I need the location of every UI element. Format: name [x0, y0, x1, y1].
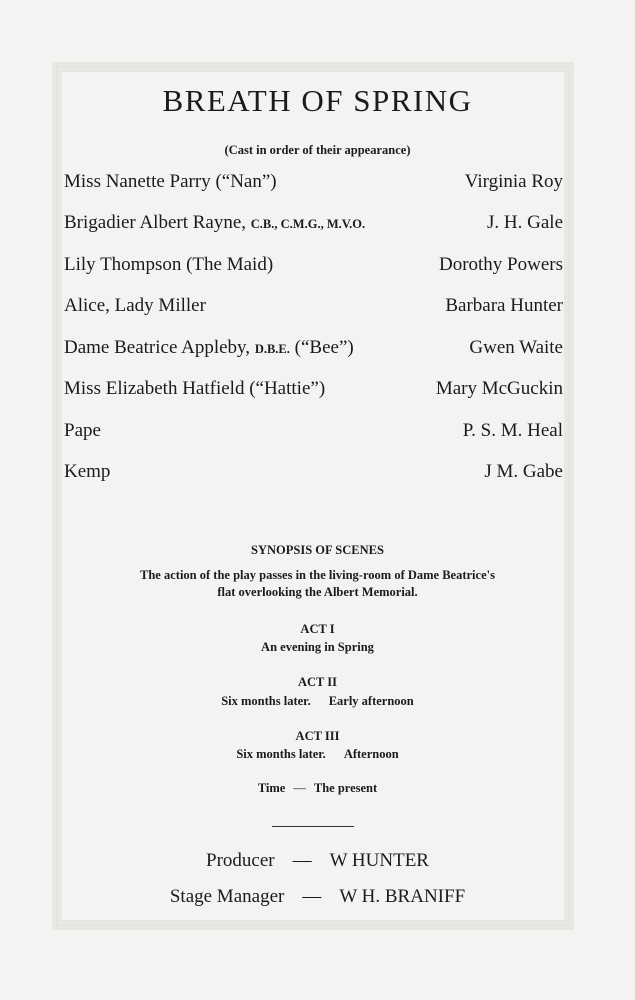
- cast-row: [64, 210, 563, 236]
- cast-actor: J M. Gabe: [484, 461, 563, 482]
- synopsis-heading: SYNOPSIS OF SCENES: [251, 543, 384, 557]
- synopsis-line: The action of the play passes in the living-room of Dame Beatrice's: [140, 568, 495, 582]
- cast-actor: Gwen Waite: [469, 337, 563, 358]
- play-title: BREATH OF SPRING: [162, 83, 473, 118]
- cast-actor: Barbara Hunter: [445, 295, 563, 316]
- cast-row: [64, 293, 563, 319]
- cast-role: Kemp: [64, 461, 111, 482]
- producer-credit: Producer — W HUNTER: [206, 850, 429, 871]
- cast-actor: Mary McGuckin: [435, 378, 563, 399]
- cast-row: [64, 459, 563, 485]
- act-time: Six months later. Early afternoon: [221, 694, 414, 708]
- act-time: An evening in Spring: [261, 640, 374, 654]
- cast-role: Brigadier Albert Rayne, C.B., C.M.G., M.V.O.: [64, 212, 366, 233]
- act-label: ACT II: [297, 675, 338, 689]
- act-time: Six months later. Afternoon: [236, 747, 399, 761]
- cast-row: [64, 335, 563, 361]
- cast-row: [64, 418, 563, 444]
- time-line: Time — The present: [257, 781, 378, 795]
- honor-letters: C.B., C.M.G., M.V.O.: [250, 217, 366, 231]
- cast-role: Miss Elizabeth Hatfield (“Hattie”): [64, 378, 326, 399]
- act-label: ACT I: [300, 622, 335, 636]
- cast-row: [64, 169, 563, 195]
- cast-role: Miss Nanette Parry (“Nan”): [64, 171, 277, 192]
- cast-actor: P. S. M. Heal: [462, 420, 563, 441]
- cast-actor: Dorothy Powers: [438, 254, 563, 275]
- divider: [272, 826, 354, 827]
- cast-role: Dame Beatrice Appleby, D.B.E. (“Bee”): [64, 337, 354, 358]
- honor-letters: D.B.E.: [254, 342, 290, 356]
- synopsis-line: flat overlooking the Albert Memorial.: [217, 585, 418, 599]
- act-label: ACT III: [295, 729, 340, 743]
- cast-role: Alice, Lady Miller: [64, 295, 206, 316]
- cast-actor: J. H. Gale: [487, 212, 563, 233]
- cast-actor: Virginia Roy: [464, 171, 563, 192]
- cast-role: Lily Thompson (The Maid): [64, 254, 274, 275]
- cast-subtitle: (Cast in order of their appearance): [224, 143, 411, 157]
- cast-row: [64, 376, 563, 402]
- cast-role: Pape: [64, 420, 101, 441]
- stage-manager-credit: Stage Manager — W H. BRANIFF: [169, 886, 466, 907]
- cast-row: [64, 252, 563, 278]
